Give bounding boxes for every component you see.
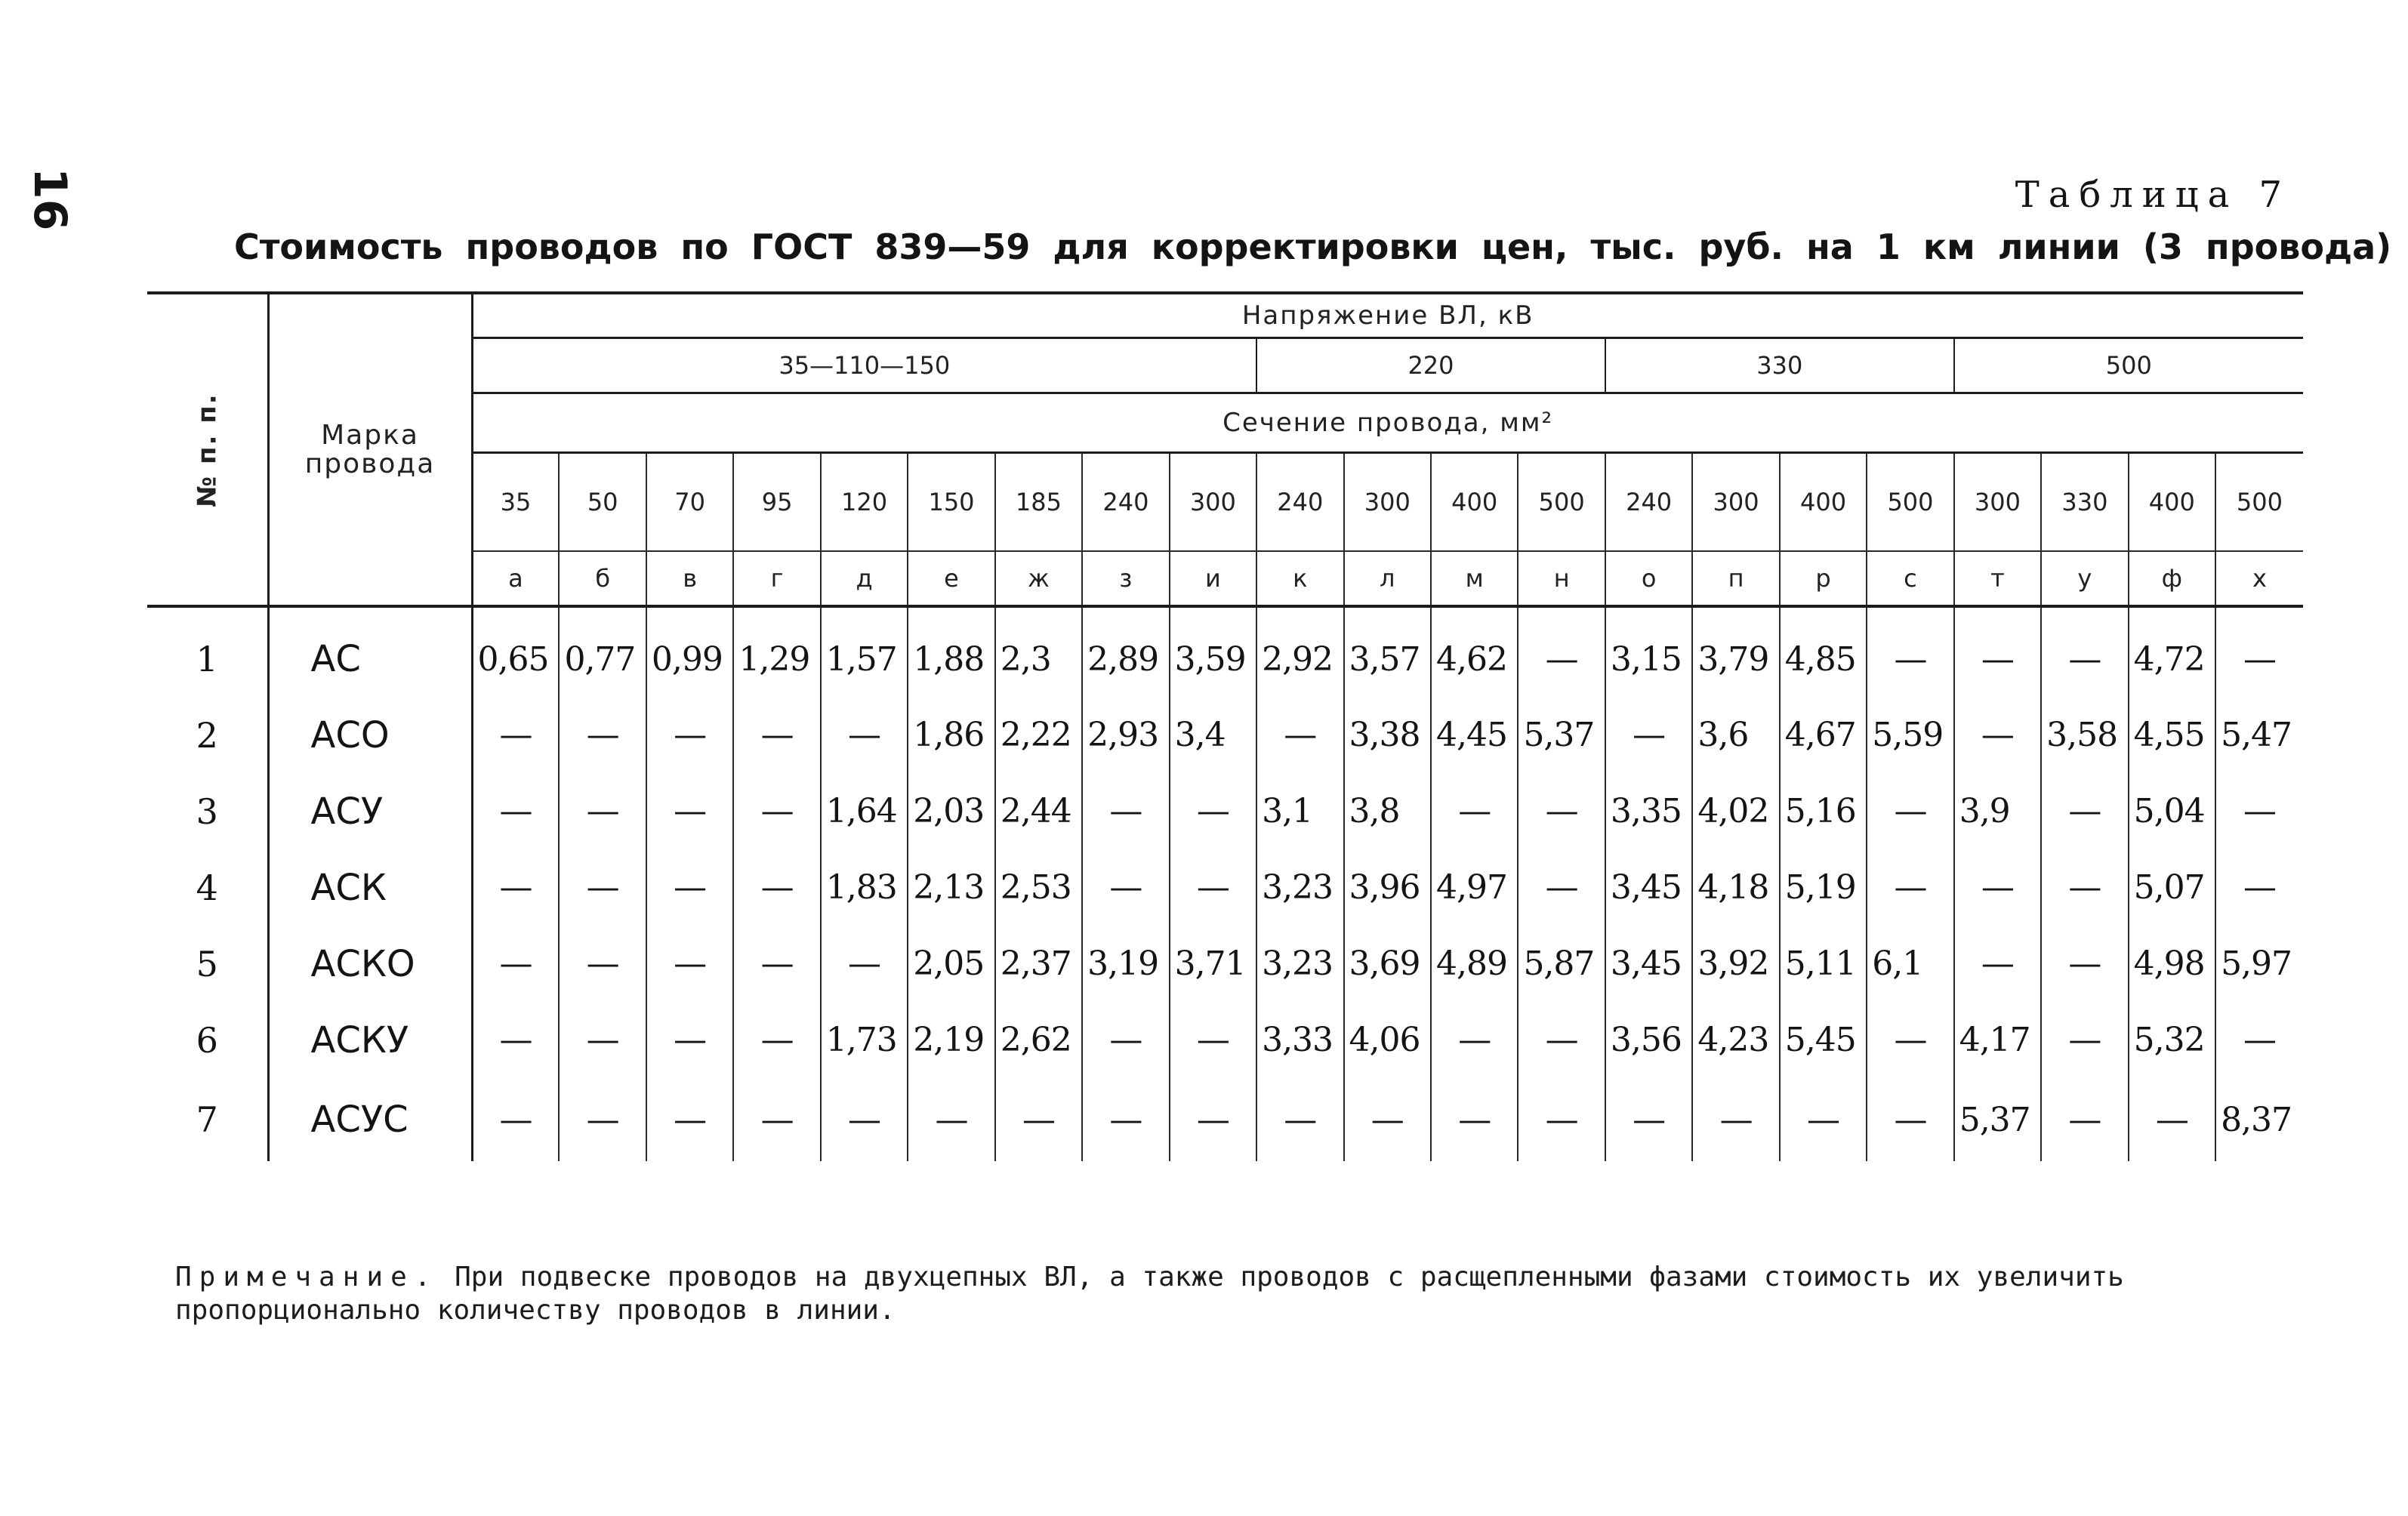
price-cell: — (1170, 849, 1256, 926)
section-size-cell: 330 (2041, 453, 2128, 552)
price-cell: — (1082, 1002, 1169, 1078)
price-cell: 6,1 (1867, 926, 1953, 1002)
row-number: 4 (147, 849, 268, 926)
table-row (147, 606, 2303, 697)
price-cell: 3,59 (1170, 606, 1256, 697)
price-cell: 2,44 (995, 773, 1082, 849)
column-letter-cell: г (733, 551, 820, 606)
column-letter-cell: в (646, 551, 733, 606)
wire-mark: АС (268, 606, 472, 697)
price-cell: 3,35 (1605, 773, 1692, 849)
section-size-cell: 400 (1431, 453, 1518, 552)
price-cell: 5,37 (1518, 697, 1605, 773)
price-cell: — (1431, 773, 1518, 849)
column-letter-cell: т (1954, 551, 2041, 606)
price-cell: 3,57 (1344, 606, 1431, 697)
section-size-cell: 400 (1780, 453, 1867, 552)
table-label: Таблица 7 (2015, 174, 2291, 216)
price-cell: 2,3 (995, 606, 1082, 697)
price-cell: — (1170, 1002, 1256, 1078)
table-note (175, 1261, 2282, 1327)
price-cell: — (1518, 849, 1605, 926)
price-cell: 4,17 (1954, 1002, 2041, 1078)
price-cell: — (1082, 849, 1169, 926)
price-cell: 2,62 (995, 1002, 1082, 1078)
price-cell: 5,07 (2129, 849, 2215, 926)
price-cell: — (1256, 1078, 1343, 1161)
wire-mark: АСУС (268, 1078, 472, 1161)
price-cell: — (1867, 1002, 1953, 1078)
price-cell: — (472, 926, 559, 1002)
section-size-cell: 240 (1605, 453, 1692, 552)
price-cell: — (646, 849, 733, 926)
price-cell: — (1867, 606, 1953, 697)
row-number: 5 (147, 926, 268, 1002)
price-cell: 5,45 (1780, 1002, 1867, 1078)
price-cell: 5,87 (1518, 926, 1605, 1002)
section-size-cell: 150 (908, 453, 994, 552)
price-cell: — (559, 926, 646, 1002)
column-letter-cell: ф (2129, 551, 2215, 606)
section-size-cell: 70 (646, 453, 733, 552)
price-cell: — (2041, 773, 2128, 849)
price-cell: 8,37 (2221, 1100, 2292, 1139)
section-size-cell: 95 (733, 453, 820, 552)
price-cell: 4,85 (1780, 606, 1867, 697)
row-number: 3 (147, 773, 268, 849)
row-number: 1 (147, 606, 268, 697)
price-cell: — (733, 849, 820, 926)
price-cell: — (646, 773, 733, 849)
price-cell: 3,71 (1170, 926, 1256, 1002)
voltage-group: 220 (1256, 338, 1605, 393)
price-cell: — (646, 1002, 733, 1078)
table-row (147, 849, 2303, 926)
price-cell: 3,79 (1692, 606, 1779, 697)
price-cell: 5,37 (1954, 1078, 2041, 1161)
price-cell: — (1170, 773, 1256, 849)
wire-mark: АСКУ (268, 1002, 472, 1078)
price-cell: 2,89 (1082, 606, 1169, 697)
price-cell: — (995, 1078, 1082, 1161)
price-cell: — (1954, 606, 2041, 697)
price-cell: 3,56 (1605, 1002, 1692, 1078)
price-cell: 0,77 (559, 606, 646, 697)
column-letter-cell: м (1431, 551, 1518, 606)
price-cell: 2,05 (908, 926, 994, 1002)
price-cell: 3,23 (1256, 849, 1343, 926)
price-cell: — (2243, 639, 2276, 679)
price-cell: 4,89 (1431, 926, 1518, 1002)
wire-mark: АСУ (268, 773, 472, 849)
price-cell: — (1867, 773, 1953, 849)
price-cell: — (1867, 1078, 1953, 1161)
page-number: 16 (23, 168, 76, 231)
num-column-header: № п. п. (147, 293, 268, 606)
price-cell: 1,88 (908, 606, 994, 697)
section-size-cell: 185 (995, 453, 1082, 552)
table-row (147, 773, 2303, 849)
price-cell: — (1780, 1078, 1867, 1161)
price-cell: — (733, 773, 820, 849)
note-lead: Примечание. (175, 1262, 439, 1293)
price-cell: 5,16 (1780, 773, 1867, 849)
price-cell: 3,15 (1605, 606, 1692, 697)
price-cell: — (472, 697, 559, 773)
table-body (147, 606, 2303, 1161)
price-cell: 4,62 (1431, 606, 1518, 697)
price-cell: — (2243, 792, 2276, 830)
price-cell: 0,65 (472, 606, 559, 697)
column-letter-cell: н (1518, 551, 1605, 606)
price-cell: — (472, 773, 559, 849)
price-cell: — (1082, 1078, 1169, 1161)
price-cell: 2,03 (908, 773, 994, 849)
section-header: Сечение провода, мм² (472, 393, 2303, 453)
price-cell: — (733, 697, 820, 773)
price-cell: 3,8 (1344, 773, 1431, 849)
price-cell: — (1344, 1078, 1431, 1161)
price-cell: — (2041, 926, 2128, 1002)
price-cell: 3,45 (1605, 926, 1692, 1002)
price-cell: 3,1 (1256, 773, 1343, 849)
price-cell: 4,67 (1780, 697, 1867, 773)
price-cell: 5,11 (1780, 926, 1867, 1002)
price-cell: 5,59 (1867, 697, 1953, 773)
price-cell: — (733, 926, 820, 1002)
section-size-cell: 300 (1344, 453, 1431, 552)
price-cell: — (2041, 1002, 2128, 1078)
section-size-cell: 500 (1518, 453, 1605, 552)
price-cell: 3,45 (1605, 849, 1692, 926)
price-cell: — (1954, 926, 2041, 1002)
price-cell: 4,18 (1692, 849, 1779, 926)
row-number: 2 (147, 697, 268, 773)
table-row (147, 926, 2303, 1002)
price-cell: — (821, 1078, 908, 1161)
price-cell: 4,72 (2129, 606, 2215, 697)
price-cell: 2,92 (1256, 606, 1343, 697)
price-cell: 3,69 (1344, 926, 1431, 1002)
price-cell: — (559, 849, 646, 926)
section-size-cell: 500 (1867, 453, 1953, 552)
price-cell: — (1954, 697, 2041, 773)
price-cell: — (1082, 773, 1169, 849)
price-cell: — (472, 1002, 559, 1078)
price-cell: — (733, 1078, 820, 1161)
price-cell: 4,98 (2129, 926, 2215, 1002)
price-cell: 5,47 (2221, 716, 2292, 754)
wire-mark: АСК (268, 849, 472, 926)
price-cell: 3,9 (1954, 773, 2041, 849)
price-cell: — (1518, 773, 1605, 849)
price-cell: — (1256, 697, 1343, 773)
price-cell: — (472, 1078, 559, 1161)
price-cell: — (1431, 1078, 1518, 1161)
price-cell: — (1692, 1078, 1779, 1161)
price-cell: — (1170, 1078, 1256, 1161)
price-cell: 5,32 (2129, 1002, 2215, 1078)
voltage-header: Напряжение ВЛ, кВ (472, 293, 2303, 338)
voltage-group: 500 (1954, 338, 2303, 393)
mark-column-header: Марка провода (268, 293, 472, 606)
price-cell: 1,64 (821, 773, 908, 849)
price-cell: 3,19 (1082, 926, 1169, 1002)
price-cell: 3,92 (1692, 926, 1779, 1002)
voltage-group: 35—110—150 (472, 338, 1256, 393)
price-cell: 3,4 (1170, 697, 1256, 773)
price-cell: 5,04 (2129, 773, 2215, 849)
row-number: 6 (147, 1002, 268, 1078)
column-letter-cell: к (1256, 551, 1343, 606)
price-cell: — (2243, 1021, 2276, 1059)
column-letter-cell: д (821, 551, 908, 606)
column-letter-cell: у (2041, 551, 2128, 606)
price-cell: 3,58 (2041, 697, 2128, 773)
price-cell: 2,19 (908, 1002, 994, 1078)
price-cell: — (821, 926, 908, 1002)
wire-mark: АСКО (268, 926, 472, 1002)
price-cell: 3,38 (1344, 697, 1431, 773)
price-cell: — (559, 697, 646, 773)
price-cell: 2,53 (995, 849, 1082, 926)
section-size-cell: 50 (559, 453, 646, 552)
price-cell: 3,23 (1256, 926, 1343, 1002)
column-letter-cell: р (1780, 551, 1867, 606)
table-row (147, 697, 2303, 773)
column-letter-cell: о (1605, 551, 1692, 606)
price-cell: — (472, 849, 559, 926)
price-cell: — (1431, 1002, 1518, 1078)
price-cell: 4,55 (2129, 697, 2215, 773)
price-cell: — (2041, 849, 2128, 926)
price-cell: 1,73 (821, 1002, 908, 1078)
section-size-cell: 120 (821, 453, 908, 552)
table-title: Стоимость проводов по ГОСТ 839—59 для корректировки цен, тыс. руб. на 1 км линии (3 провода) (234, 226, 2392, 267)
section-size-cell: 400 (2129, 453, 2215, 552)
price-cell: 4,97 (1431, 849, 1518, 926)
note-text: При подвеске проводов на двухцепных ВЛ, а также проводов с расщепленными фазами стоимость их увеличить пропорционально количеству проводов в линии. (175, 1262, 2124, 1326)
section-size-cell: 240 (1256, 453, 1343, 552)
price-cell: 5,97 (2221, 944, 2292, 983)
price-cell: — (908, 1078, 994, 1161)
price-cell: — (2041, 606, 2128, 697)
voltage-group: 330 (1605, 338, 1954, 393)
column-letter-cell: б (559, 551, 646, 606)
price-cell: — (2243, 868, 2276, 907)
price-cell: — (2129, 1078, 2215, 1161)
price-cell: — (733, 1002, 820, 1078)
price-cell: — (1518, 1078, 1605, 1161)
price-cell: — (2041, 1078, 2128, 1161)
price-cell: 1,86 (908, 697, 994, 773)
price-table (147, 291, 2303, 1161)
price-cell: 3,6 (1692, 697, 1779, 773)
column-letter-cell: л (1344, 551, 1431, 606)
price-cell: 5,19 (1780, 849, 1867, 926)
price-cell: 1,57 (821, 606, 908, 697)
section-size-cell: 300 (1954, 453, 2041, 552)
price-cell: 4,02 (1692, 773, 1779, 849)
price-cell: — (559, 1078, 646, 1161)
price-cell: — (1605, 697, 1692, 773)
price-cell: — (559, 773, 646, 849)
price-cell: 2,93 (1082, 697, 1169, 773)
price-cell: 3,33 (1256, 1002, 1343, 1078)
price-cell: — (1954, 849, 2041, 926)
column-letter-cell: а (472, 551, 559, 606)
section-size-cell: 300 (1692, 453, 1779, 552)
row-number: 7 (147, 1078, 268, 1161)
price-cell: 2,22 (995, 697, 1082, 773)
price-cell: — (646, 697, 733, 773)
table-row (147, 1002, 2303, 1078)
column-letter-cell: п (1692, 551, 1779, 606)
column-letter-cell: з (1082, 551, 1169, 606)
price-cell: 4,45 (1431, 697, 1518, 773)
price-cell: 2,37 (995, 926, 1082, 1002)
price-cell: — (559, 1002, 646, 1078)
column-letter-cell: с (1867, 551, 1953, 606)
price-cell: 3,96 (1344, 849, 1431, 926)
price-cell: — (1518, 606, 1605, 697)
price-table-container (147, 291, 2292, 1161)
wire-mark: АСО (268, 697, 472, 773)
price-cell: 2,13 (908, 849, 994, 926)
price-cell: — (646, 1078, 733, 1161)
price-cell: — (1518, 1002, 1605, 1078)
column-letter-cell: ж (995, 551, 1082, 606)
price-cell: — (1605, 1078, 1692, 1161)
price-cell: — (821, 697, 908, 773)
column-letter-cell: е (908, 551, 994, 606)
section-size-cell: 35 (472, 453, 559, 552)
table-row (147, 1078, 2303, 1161)
price-cell: — (1867, 849, 1953, 926)
price-cell: 0,99 (646, 606, 733, 697)
section-size-cell: 240 (1082, 453, 1169, 552)
column-letter-cell: х (2252, 564, 2267, 593)
section-size-cell: 300 (1170, 453, 1256, 552)
section-size-cell: 500 (2215, 453, 2303, 552)
price-cell: 4,23 (1692, 1002, 1779, 1078)
price-cell: — (646, 926, 733, 1002)
price-cell: 1,83 (821, 849, 908, 926)
column-letter-cell: и (1170, 551, 1256, 606)
price-cell: 4,06 (1344, 1002, 1431, 1078)
price-cell: 1,29 (733, 606, 820, 697)
